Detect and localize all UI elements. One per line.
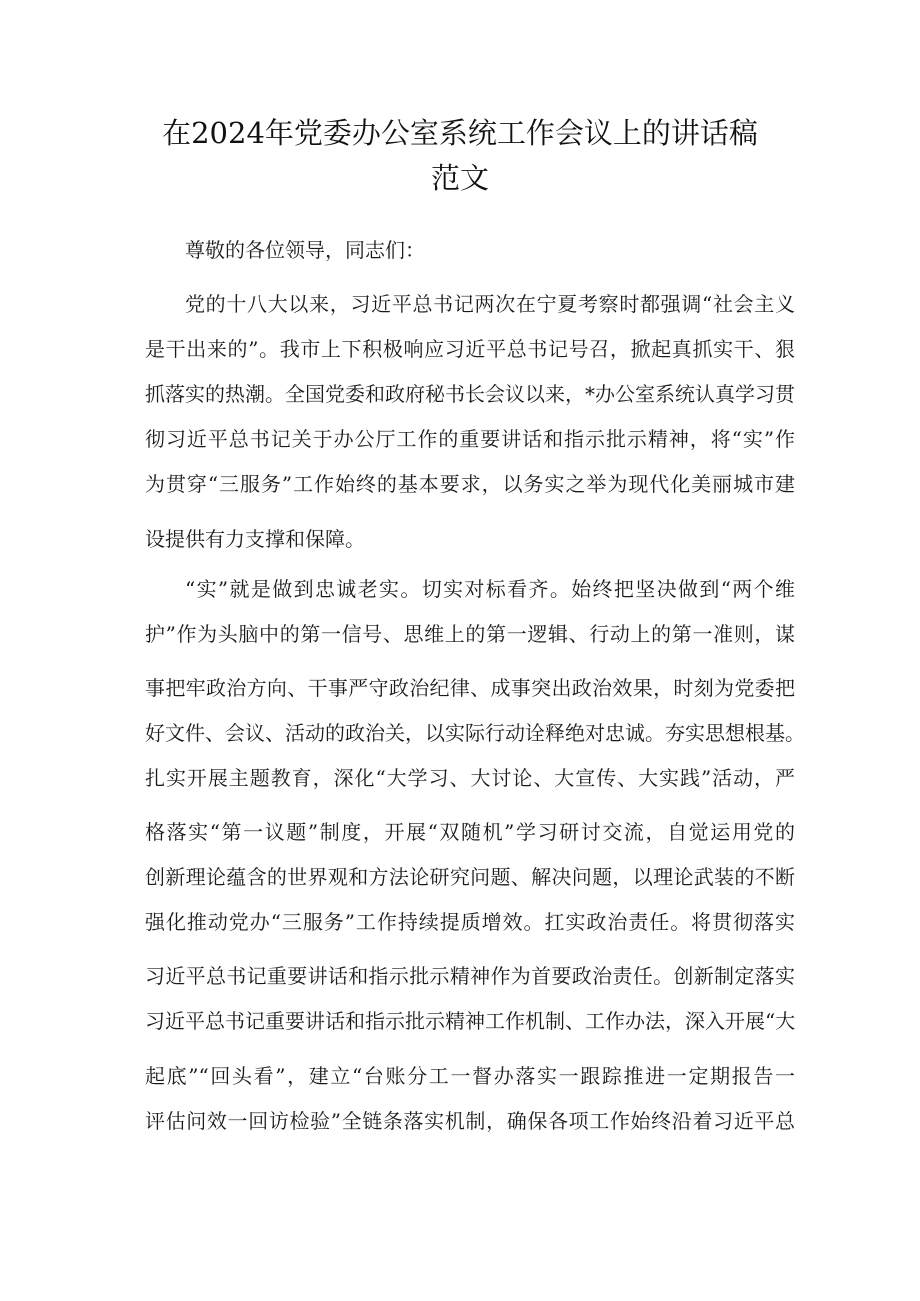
paragraph-2-line-4: 好文件、会议、活动的政治关，以实际行动诠释绝对忠诚。夯实思想根基。	[145, 721, 805, 745]
paragraph-1-line-1: 党的十八大以来，习近平总书记两次在宁夏考察时都强调“社会主义	[185, 292, 795, 316]
paragraph-1-line-5: 为贯穿“三服务”工作始终的基本要求，以务实之举为现代化美丽城市建	[145, 472, 795, 496]
paragraph-1-line-6: 设提供有力支撑和保障。	[145, 527, 365, 551]
paragraph-2-line-8: 强化推动党办“三服务”工作持续提质增效。扛实政治责任。将贯彻落实	[145, 910, 795, 934]
document-title-line-1: 在2024年党委办公室系统工作会议上的讲话稿	[162, 116, 758, 150]
paragraph-2-line-11: 起底”“回头看”，建立“台账分工一督办落实一跟踪推进一定期报告一	[145, 1064, 795, 1088]
salutation: 尊敬的各位领导，同志们：	[185, 238, 425, 262]
paragraph-2-line-6: 格落实“第一议题”制度，开展“双随机”学习研讨交流，自觉运用党的	[145, 820, 795, 844]
document-title-line-2: 范文	[430, 161, 489, 195]
paragraph-1-line-4: 彻习近平总书记关于办公厅工作的重要讲话和指示批示精神，将“实”作	[145, 427, 795, 451]
paragraph-2-line-10: 习近平总书记重要讲话和指示批示精神工作机制、工作办法，深入开展“大	[145, 1009, 796, 1033]
paragraph-1-line-3: 抓落实的热潮。全国党委和政府秘书长会议以来，*办公室系统认真学习贯	[145, 382, 795, 406]
paragraph-2-line-9: 习近平总书记重要讲话和指示批示精神作为首要政治责任。创新制定落实	[145, 964, 795, 988]
paragraph-2-line-7: 创新理论蕴含的世界观和方法论研究问题、解决问题，以理论武装的不断	[145, 865, 795, 889]
paragraph-1-line-2: 是干出来的”。我市上下积极响应习近平总书记号召，掀起真抓实干、狠	[145, 337, 795, 361]
paragraph-2-line-5: 扎实开展主题教育，深化“大学习、大讨论、大宣传、大实践”活动，严	[145, 766, 795, 790]
paragraph-2-line-3: 事把牢政治方向、干事严守政治纪律、成事突出政治效果，时刻为党委把	[145, 676, 795, 700]
paragraph-2-line-1: “实”就是做到忠诚老实。切实对标看齐。始终把坚决做到“两个维	[185, 577, 795, 601]
paragraph-2-line-2: 护”作为头脑中的第一信号、思维上的第一逻辑、行动上的第一准则，谋	[145, 622, 795, 646]
paragraph-2-line-12: 评估问效一回访检验”全链条落实机制，确保各项工作始终沿着习近平总	[145, 1109, 795, 1133]
